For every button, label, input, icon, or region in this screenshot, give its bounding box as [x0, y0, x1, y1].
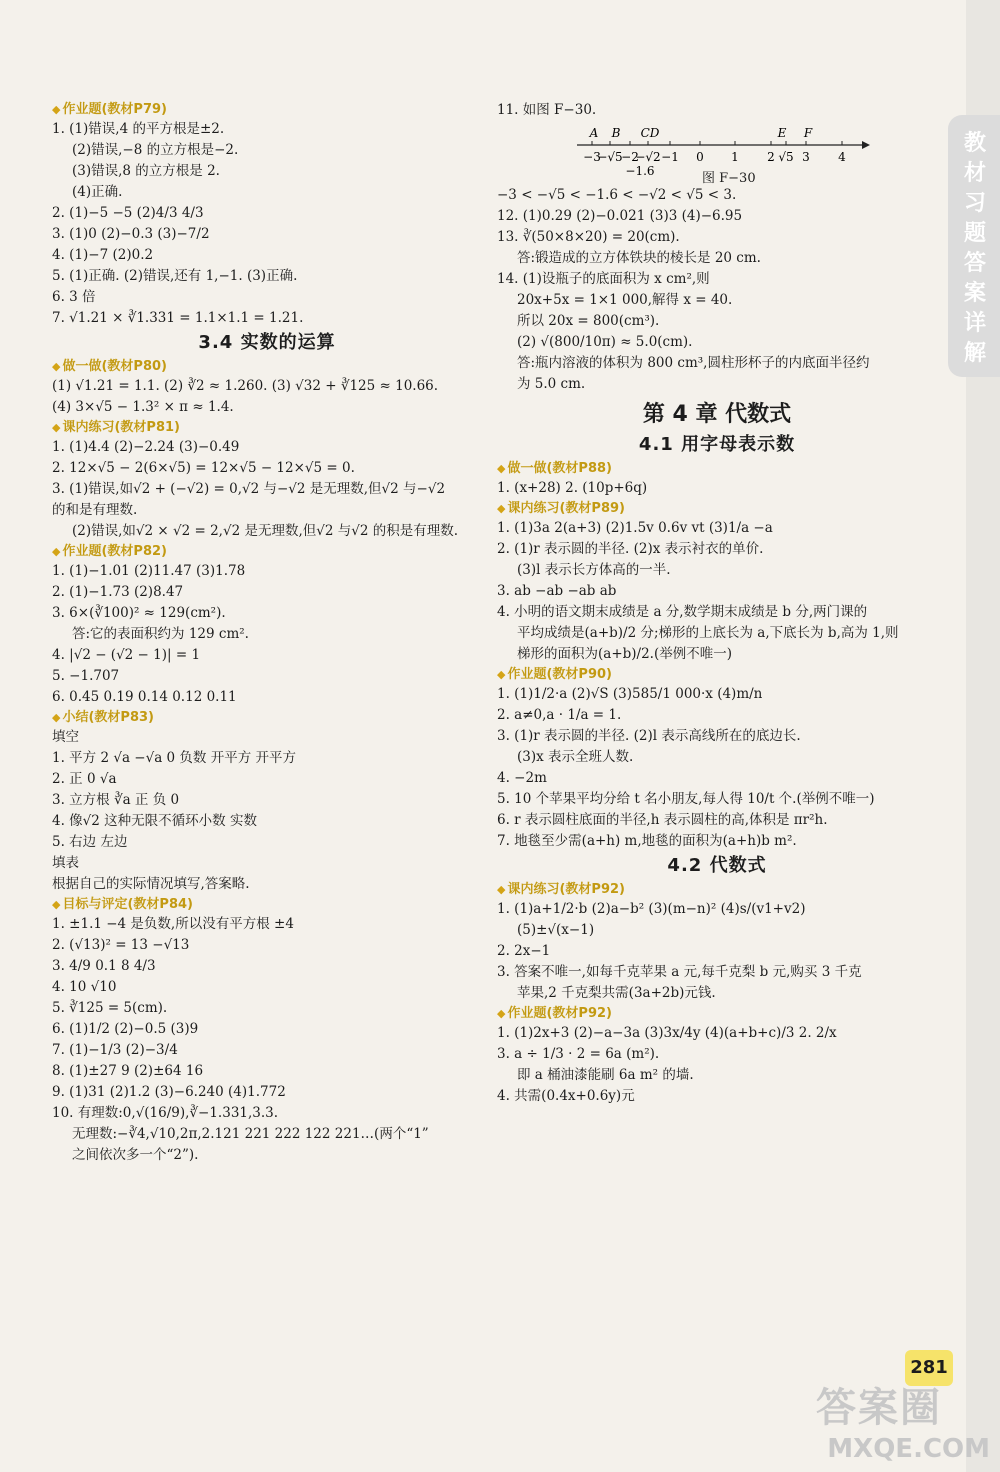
answer-line: 填空 [52, 729, 79, 745]
point-label: E [777, 126, 787, 140]
answer-line: 20x+5x = 1×1 000,解得 x = 40. [517, 292, 733, 308]
answer-line: 3. a ÷ 1/3 · 2 = 6a (m²). [497, 1046, 660, 1062]
section-label: ◆ 课内练习(教材P89) [497, 499, 937, 518]
answer-line: 答:瓶内溶液的体积为 800 cm³,圆柱形杯子的内底面半径约 [517, 355, 870, 371]
answer-line: 3. (1)r 表示圆的半径. (2)l 表示高线所在的底边长. [497, 728, 801, 744]
extra-point-label: −1.6 [625, 164, 655, 178]
answer-line: (3)x 表示全班人数. [517, 749, 634, 765]
answer-line: 2. (1)r 表示圆的半径. (2)x 表示衬衣的单价. [497, 541, 764, 557]
right-column [497, 100, 937, 1107]
point-label: F [803, 126, 813, 140]
answer-line: 6. r 表示圆柱底面的半径,h 表示圆柱的高,体积是 πr²h. [497, 812, 828, 828]
answer-line: (5)±√(x−1) [517, 922, 595, 938]
answer-line: 填表 [52, 855, 79, 871]
answer-line: 1. (x+28) 2. (10p+6q) [497, 480, 648, 496]
tick-label: −1 [661, 150, 679, 164]
answer-line: −3 < −√5 < −1.6 < −√2 < √5 < 3. [497, 187, 737, 203]
answer-line: 11. 如图 F−30. [497, 102, 597, 118]
answer-line: 梯形的面积为(a+b)/2.(举例不唯一) [517, 646, 732, 662]
tick-label: −3 [583, 150, 601, 164]
answer-line: (3)错误,8 的立方根是 2. [72, 163, 220, 179]
answer-line: 6. (1)1/2 (2)−0.5 (3)9 [52, 1021, 199, 1037]
answer-line: 6. 3 倍 [52, 289, 96, 305]
side-tab-label: 教材习题答案详解 [963, 131, 986, 366]
answer-line: (1) √1.21 = 1.1. (2) ∛2 ≈ 1.260. (3) √32 + ∛125 ≈ 10.66. [52, 378, 439, 394]
answer-line: 3. 答案不唯一,如每千克苹果 a 元,每千克梨 b 元,购买 3 千克 [497, 964, 862, 980]
answer-line: 1. (1)a+1/2·b (2)a−b² (3)(m−n)² (4)s/(v1+v2) [497, 901, 806, 917]
left-column [52, 100, 482, 1166]
answer-line: 6. 0.45 0.19 0.14 0.12 0.11 [52, 689, 237, 705]
answer-line: 根据自己的实际情况填写,答案略. [52, 876, 250, 892]
answer-line: 4. 小明的语文期末成绩是 a 分,数学期末成绩是 b 分,两门课的 [497, 604, 868, 620]
answer-line: (2)错误,−8 的立方根是−2. [72, 142, 239, 158]
section-title: 3.4 实数的运算 [198, 332, 336, 353]
answer-line: 2. a≠0,a · 1/a = 1. [497, 707, 622, 723]
answer-line: 5. ∛125 = 5(cm). [52, 1000, 168, 1016]
answer-line: 8. (1)±27 9 (2)±64 16 [52, 1063, 204, 1079]
answer-line: 4. 10 √10 [52, 979, 117, 995]
section-label: ◆ 做一做(教材P80) [52, 357, 482, 376]
answer-line: (2) √(800/10π) ≈ 5.0(cm). [517, 334, 693, 350]
answer-line: 之间依次多一个“2”). [72, 1147, 199, 1163]
answer-line: 3. 6×(∛100)² ≈ 129(cm²). [52, 605, 226, 621]
watermark-url: MXQE.COM [827, 1434, 990, 1464]
answer-line: 14. (1)设瓶子的底面积为 x cm²,则 [497, 271, 710, 287]
answer-line: 即 a 桶油漆能刷 6a m² 的墙. [517, 1067, 694, 1083]
answer-line: 10. 有理数:0,√(16/9),∛−1.331,3.3. [52, 1105, 279, 1121]
answer-line: 苹果,2 千克梨共需(3a+2b)元钱. [517, 985, 716, 1001]
answer-line: 3. (1)0 (2)−0.3 (3)−7/2 [52, 226, 210, 242]
tick-label: 2 [767, 150, 775, 164]
right-top [497, 100, 937, 121]
answer-line: 2. (1)−5 −5 (2)4/3 4/3 [52, 205, 204, 221]
answer-line: (4)正确. [72, 184, 123, 200]
tick-label: −2 [621, 150, 639, 164]
right-answers [497, 185, 937, 1107]
answer-line: 3. ab −ab −ab ab [497, 583, 617, 599]
answer-line: 9. (1)31 (2)1.2 (3)−6.240 (4)1.772 [52, 1084, 286, 1100]
number-line-figure [497, 123, 937, 185]
answer-line: 1. (1)3a 2(a+3) (2)1.5v 0.6v vt (3)1/a −a [497, 520, 773, 536]
answer-line: 7. 地毯至少需(a+h) m,地毯的面积为(a+h)b m². [497, 833, 797, 849]
answer-line: 的和是有理数. [52, 502, 138, 518]
section-label: ◆ 作业题(教材P90) [497, 665, 937, 684]
tick-label: 0 [696, 150, 704, 164]
point-label: CD [640, 126, 660, 140]
section-title: 4.1 用字母表示数 [638, 434, 796, 455]
section-label: ◆ 小结(教材P83) [52, 708, 482, 727]
tick-label: √5 [778, 150, 794, 164]
answer-line: 13. ∛(50×8×20) = 20(cm). [497, 229, 680, 245]
answer-line: 2. 正 0 √a [52, 771, 117, 787]
tick-label: −√5 [597, 150, 623, 164]
answer-line: 2. 2x−1 [497, 943, 551, 959]
section-label: ◆ 作业题(教材P82) [52, 542, 482, 561]
tick-label: 1 [731, 150, 739, 164]
answer-line: 7. (1)−1/3 (2)−3/4 [52, 1042, 178, 1058]
tick-label: −√2 [635, 150, 661, 164]
answer-line: 1. (1)错误,4 的平方根是±2. [52, 121, 225, 137]
section-label: ◆ 作业题(教材P92) [497, 1004, 937, 1023]
watermark-logo: 答案圈 [816, 1385, 942, 1431]
answer-line: 为 5.0 cm. [517, 376, 586, 392]
answer-line: 3. 立方根 ∛a 正 负 0 [52, 792, 180, 808]
answer-line: 7. √1.21 × ∛1.331 = 1.1×1.1 = 1.21. [52, 310, 304, 326]
section-label: ◆ 课内练习(教材P92) [497, 880, 937, 899]
section-label: ◆ 课内练习(教材P81) [52, 418, 482, 437]
answer-line: 4. |√2 − (√2 − 1)| = 1 [52, 647, 201, 663]
section-label: ◆ 作业题(教材P79) [52, 100, 482, 119]
answer-line: 1. 平方 2 √a −√a 0 负数 开平方 开平方 [52, 750, 297, 766]
answer-line: 3. (1)错误,如√2 + (−√2) = 0,√2 与−√2 是无理数,但√2 与−√2 [52, 481, 446, 497]
answer-line: 5. −1.707 [52, 668, 120, 684]
answer-line: 答:它的表面积约为 129 cm². [72, 626, 249, 642]
answer-line: 1. (1)1/2·a (2)√S (3)585/1 000·x (4)m/n [497, 686, 763, 702]
answer-line: 5. 右边 左边 [52, 834, 128, 850]
answer-line: 2. (√13)² = 13 −√13 [52, 937, 190, 953]
answer-line: 1. (1)4.4 (2)−2.24 (3)−0.49 [52, 439, 240, 455]
answer-line: 所以 20x = 800(cm³). [517, 313, 660, 329]
answer-line: 4. −2m [497, 770, 547, 786]
answer-line: (2)错误,如√2 × √2 = 2,√2 是无理数,但√2 与√2 的积是有理数. [72, 523, 458, 539]
answer-line: 4. (1)−7 (2)0.2 [52, 247, 154, 263]
answer-line: 4. 像√2 这种无限不循环小数 实数 [52, 813, 257, 829]
answer-line: 12. (1)0.29 (2)−0.021 (3)3 (4)−6.95 [497, 208, 743, 224]
answer-line: 答:锻造成的立方体铁块的棱长是 20 cm. [517, 250, 761, 266]
answer-line: 2. (1)−1.73 (2)8.47 [52, 584, 184, 600]
answer-line: 3. 4/9 0.1 8 4/3 [52, 958, 156, 974]
figure-caption: 图 F−30 [702, 171, 756, 186]
answer-line: 1. (1)−1.01 (2)11.47 (3)1.78 [52, 563, 246, 579]
section-title: 4.2 代数式 [667, 855, 767, 876]
answer-line: 4. 共需(0.4x+0.6y)元 [497, 1088, 635, 1104]
answer-line: 2. 12×√5 − 2(6×√5) = 12×√5 − 12×√5 = 0. [52, 460, 355, 476]
page-number: 281 [905, 1350, 953, 1386]
tick-label: 3 [802, 150, 810, 164]
answer-line: (4) 3×√5 − 1.3² × π ≈ 1.4. [52, 399, 234, 415]
section-label: ◆ 做一做(教材P88) [497, 459, 937, 478]
tick-label: 4 [838, 150, 846, 164]
answer-line: 平均成绩是(a+b)/2 分;梯形的上底长为 a,下底长为 b,高为 1,则 [517, 625, 899, 641]
answer-line: 无理数:−∛4,√10,2π,2.121 221 222 122 221…(两个“1” [72, 1126, 429, 1142]
answer-line: 1. ±1.1 −4 是负数,所以没有平方根 ±4 [52, 916, 294, 932]
answer-line: 5. (1)正确. (2)错误,还有 1,−1. (3)正确. [52, 268, 298, 284]
point-label: B [611, 126, 621, 140]
point-label: A [589, 126, 599, 140]
answer-line: 5. 10 个苹果平均分给 t 名小朋友,每人得 10/t 个.(举例不唯一) [497, 791, 875, 807]
answer-line: (3)l 表示长方体高的一半. [517, 562, 671, 578]
section-label: ◆ 目标与评定(教材P84) [52, 895, 482, 914]
chapter-title: 第 4 章 代数式 [642, 402, 792, 427]
watermark [816, 1384, 996, 1472]
side-tab [948, 115, 1000, 377]
answer-line: 1. (1)2x+3 (2)−a−3a (3)3x/4y (4)(a+b+c)/3 2. 2/x [497, 1025, 837, 1041]
